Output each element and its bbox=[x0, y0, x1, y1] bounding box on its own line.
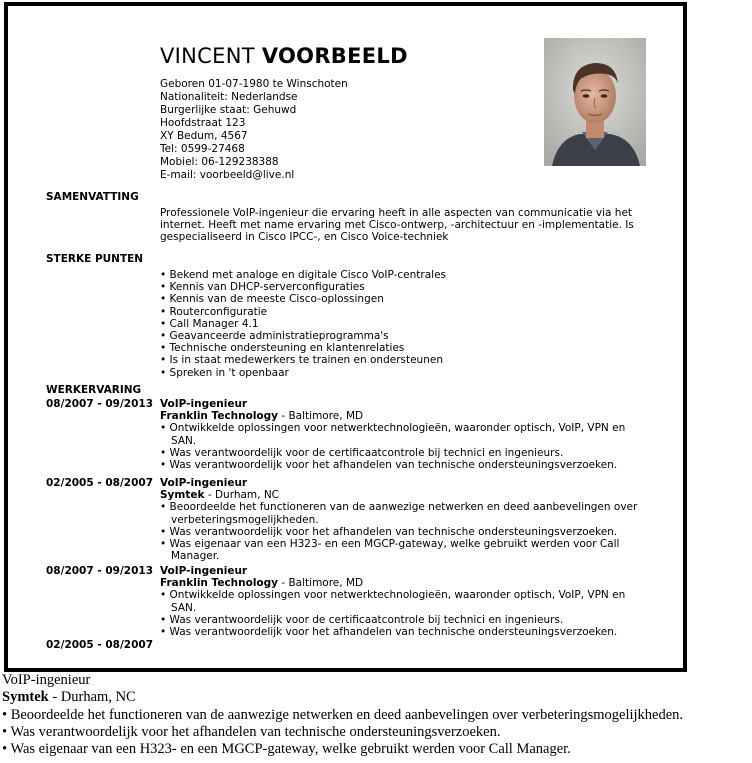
job-bullet: • Was verantwoordelijk voor het afhandelen van technische ondersteuningsverzoeken. bbox=[160, 626, 618, 639]
list-item: • Spreken in 't openbaar bbox=[160, 366, 289, 379]
job-title: VoIP-ingenieur bbox=[160, 398, 248, 410]
strengths-heading: STERKE PUNTEN bbox=[46, 253, 144, 265]
contact-details bbox=[160, 78, 348, 182]
list-item: • Kennis van de meeste Cisco-oplossingen bbox=[160, 293, 384, 306]
job-title: VoIP-ingenieur bbox=[160, 477, 248, 489]
experience-heading: WERKERVARING bbox=[46, 384, 142, 396]
last-name: VOORBEELD bbox=[261, 44, 408, 68]
job-bullet: • Was verantwoordelijk voor het afhandelen van technische ondersteuningsverzoeken. bbox=[160, 459, 618, 472]
job-company-line bbox=[160, 577, 650, 589]
job-bullet: • Was eigenaar van een H323- en een MGCP-gateway, welke gebruikt werden voor Call Manager. bbox=[160, 538, 620, 563]
overflow-bullet: • Was eigenaar van een H323- en een MGCP-gateway, welke gebruikt werden voor Call Manager. bbox=[2, 741, 571, 758]
resume-page bbox=[4, 2, 687, 672]
overflow-company: Symtek bbox=[2, 689, 49, 706]
job-bullet: • Beoordeelde het functioneren van de aanwezige netwerken en deed aanbevelingen over verbeteringsmogelijkheden. bbox=[160, 501, 638, 526]
job-bullet: • Ontwikkelde oplossingen voor netwerktechnologieën, waaronder optisch, VoIP, VPN en SAN. bbox=[160, 422, 626, 447]
job-date: 02/2005 - 08/2007 bbox=[46, 477, 154, 489]
overflow-job-title: VoIP-ingenieur bbox=[2, 672, 91, 688]
contact-line: Burgerlijke staat: Gehuwd bbox=[160, 104, 297, 116]
profile-photo bbox=[544, 38, 646, 166]
overflow-location: - Durham, NC bbox=[48, 689, 136, 706]
candidate-name bbox=[160, 44, 408, 68]
summary-text: Professionele VoIP-ingenieur die ervaring heeft in alle aspecten van communicatie via het internet. Heeft met name ervaring met Cisco-ontwerp, -architectuur en -implementatie. Is gespecialiseerd in Cisco IPCC-, en Cisco Voice-techniek bbox=[160, 207, 634, 243]
job-company-line bbox=[160, 489, 650, 501]
overflow-bullet: • Beoordeelde het functioneren van de aanwezige netwerken en deed aanbevelingen over verbeteringsmogelijkheden. bbox=[2, 706, 684, 723]
overflow-job-entry bbox=[2, 672, 683, 758]
job-location: - Baltimore, MD bbox=[278, 577, 364, 590]
job-date: 08/2007 - 09/2013 bbox=[46, 398, 154, 410]
portrait-image bbox=[544, 38, 646, 166]
job-bullet: • Was verantwoordelijk voor het afhandelen van technische ondersteuningsverzoeken. bbox=[160, 525, 618, 538]
job-bullet: • Was verantwoordelijk voor de certificaatcontrole bij technici en ingenieurs. bbox=[160, 446, 564, 459]
job-entry bbox=[160, 477, 650, 562]
strengths-list bbox=[160, 269, 446, 379]
first-name: VINCENT bbox=[160, 44, 255, 68]
job-bullet: • Was verantwoordelijk voor de certificaatcontrole bij technici en ingenieurs. bbox=[160, 613, 564, 626]
list-item: • Geavanceerde administratieprogramma's bbox=[160, 330, 389, 343]
job-company: Symtek bbox=[160, 489, 205, 502]
job-company: Franklin Technology bbox=[160, 410, 279, 423]
list-item: • Routerconfiguratie bbox=[160, 305, 268, 318]
list-item: • Is in staat medewerkers te trainen en ondersteunen bbox=[160, 354, 443, 367]
contact-line: Geboren 01-07-1980 te Winschoten bbox=[160, 78, 348, 90]
contact-line: Mobiel: 06-129238388 bbox=[160, 156, 279, 168]
contact-line: E-mail: voorbeeld@live.nl bbox=[160, 169, 295, 181]
list-item: • Kennis van DHCP-serverconfiguraties bbox=[160, 281, 365, 294]
summary-heading: SAMENVATTING bbox=[46, 191, 139, 203]
job-date: 08/2007 - 09/2013 bbox=[46, 565, 154, 577]
overflow-company-line bbox=[2, 689, 683, 706]
list-item: • Call Manager 4.1 bbox=[160, 317, 259, 330]
job-entry bbox=[160, 565, 650, 638]
list-item: • Technische ondersteuning en klantenrelaties bbox=[160, 342, 405, 355]
job-entry bbox=[160, 398, 650, 471]
job-title: VoIP-ingenieur bbox=[160, 565, 248, 577]
job-company-line bbox=[160, 410, 650, 422]
contact-line: XY Bedum, 4567 bbox=[160, 130, 248, 142]
contact-line: Tel: 0599-27468 bbox=[160, 143, 245, 155]
job-company: Franklin Technology bbox=[160, 577, 279, 590]
job-bullet: • Ontwikkelde oplossingen voor netwerktechnologieën, waaronder optisch, VoIP, VPN en SAN. bbox=[160, 589, 626, 614]
overflow-bullet: • Was verantwoordelijk voor het afhandelen van technische ondersteuningsverzoeken. bbox=[2, 723, 501, 740]
list-item: • Bekend met analoge en digitale Cisco VoIP-centrales bbox=[160, 269, 447, 281]
job-location: - Baltimore, MD bbox=[278, 410, 364, 423]
contact-line: Nationaliteit: Nederlandse bbox=[160, 91, 298, 103]
contact-line: Hoofdstraat 123 bbox=[160, 117, 246, 129]
job-date: 02/2005 - 08/2007 bbox=[46, 639, 154, 651]
job-location: - Durham, NC bbox=[204, 489, 279, 502]
